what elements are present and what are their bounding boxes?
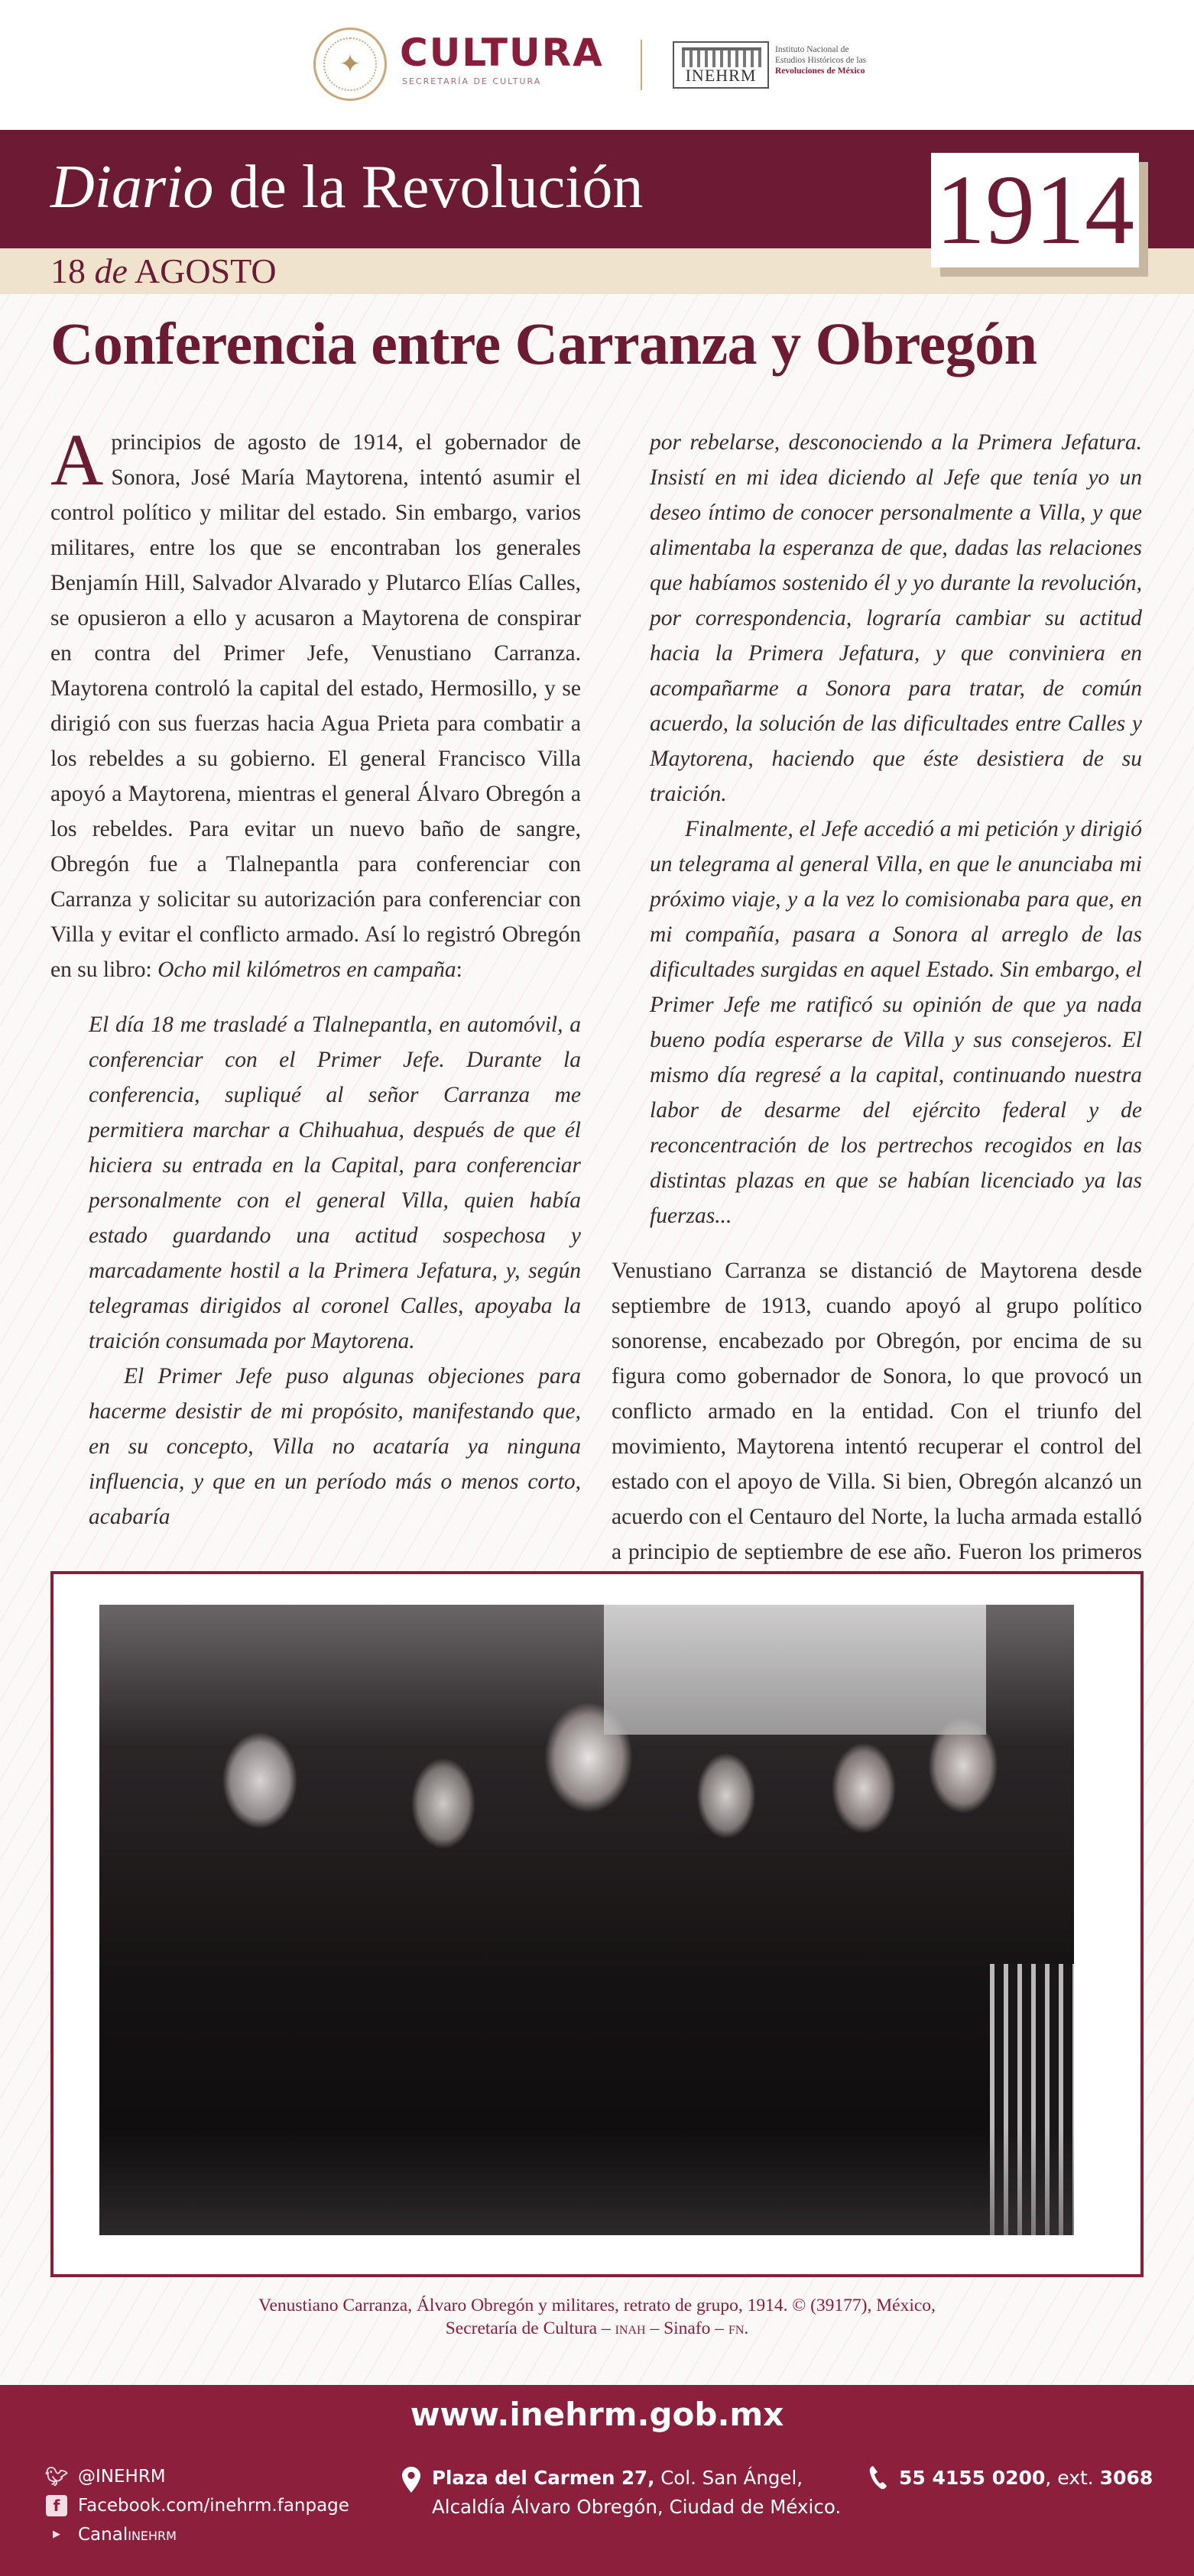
quote-paragraph: por rebelarse, desconociendo a la Primera Jefatura. Insistí en mi idea diciendo al Jefe que tenía yo un deseo íntimo de conocer personalmente a Villa, y que alimentaba la esperanza de que, dadas las relaciones que habíamos sostenido él y yo durante la revolución, por correspondencia, lograría cambiar su actitud hacia la Primera Jefatura, y que conviniera en acompañarme a Sonora para tratar, de común acuerdo, la solución de las dificultades entre Calles y Maytorena, haciendo que éste desistiera de su traición. [650, 430, 1142, 806]
inehrm-name-line: Revoluciones de México [775, 66, 865, 76]
inehrm-name-line: Instituto Nacional de [775, 45, 849, 54]
quote-paragraph: El Primer Jefe puso algunas objeciones para hacerme desistir de mi propósito, manifestando que, en su concepto, Villa no acataría ya ninguna influencia, y que en un período más o menos corto, acabaría [89, 1364, 581, 1529]
youtube-icon: ▶ [53, 2529, 60, 2540]
drop-cap: A [50, 419, 104, 501]
caption-text: Secretaría de Cultura – [445, 2318, 615, 2338]
photo-background-window [604, 1605, 986, 1735]
column-right [612, 425, 1142, 1605]
phone-main: 55 4155 0200 [899, 2467, 1046, 2489]
inehrm-logo-label: INEHRM [685, 66, 757, 85]
inehrm-name-line: Estudios Históricos de las [775, 56, 867, 65]
mexico-seal-icon: ✦ [313, 28, 387, 101]
facebook-link[interactable] [46, 2491, 349, 2520]
twitter-handle: @INEHRM [78, 2467, 166, 2487]
series-title-italic: Diario [50, 154, 214, 221]
caption-line: Venustiano Carranza, Álvaro Obregón y militares, retrato de grupo, 1914. © (39177), México, [258, 2296, 936, 2315]
book-title: Ocho mil kilómetros en campaña [157, 957, 456, 982]
social-links [46, 2462, 349, 2549]
caption-text: – Sinafo – [645, 2318, 728, 2338]
logo-divider [641, 40, 642, 90]
series-title-rest: de la Revolución [213, 154, 644, 221]
quote-paragraph: Finalmente, el Jefe accedió a mi petición y dirigió un telegrama al general Villa, en que le anunciaba mi próximo viaje, y a la vez lo comisionaba para que, en mi compañía, pasara a Sonora al arreglo de las dificultades surgidas en aquel Estado. Sin embargo, el Primer Jefe me ratificó su opinión de que ya nada bueno podía esperarse de Villa y sus consejeros. El mismo día regresé a la capital, continuando nuestra labor de desarme del ejército federal y de reconcentración de los pertrechos recogidos en las distintas plazas en que se habían licenciado ya las fuerzas... [650, 817, 1142, 1228]
date-day: 18 [50, 251, 95, 290]
address [432, 2464, 841, 2522]
intro-text: principios de agosto de 1914, el gobernador de Sonora, José María Maytorena, intentó asumir el control político y militar del estado. Sin embargo, varios militares, entre los que se encontraban los generales Benjamín Hill, Salvador Alvarado y Plutarco Elías Calles, se opusieron a ello y acusaron a Maytorena de conspirar en contra del Primer Jefe, Venustiano Carranza. Maytorena controló la capital del estado, Hermosillo, y se dirigió con sus fuerzas hacia Agua Prieta para combatir a los rebeldes a su gobierno. El general Francisco Villa apoyó a Maytorena, mientras el general Álvaro Obregón a los rebeldes. Para evitar un nuevo baño de sangre, Obregón fue a Tlalnepantla para conferenciar con Carranza y solicitar su autorización para conferenciar con Villa y evitar el conflicto armado. Así lo registró Obregón en su libro: [50, 430, 581, 982]
column-left [50, 419, 581, 1534]
phone-ext-label: , ext. [1045, 2467, 1100, 2489]
photo-floor [99, 2128, 1074, 2235]
building-icon [682, 47, 761, 67]
address-street: Plaza del Carmen 27, [432, 2467, 655, 2489]
photo-frame [50, 1571, 1144, 2277]
intro-end: : [456, 957, 462, 982]
address-colonia: Col. San Ángel, [654, 2467, 803, 2489]
article-date [50, 251, 277, 291]
inehrm-logo [673, 41, 769, 89]
youtube-channel: inehrm [128, 2525, 177, 2545]
address-line [432, 2464, 841, 2493]
date-month: AGOSTO [127, 251, 277, 290]
caption-inah: inah [615, 2318, 646, 2338]
year-box: 1914 [931, 153, 1139, 267]
facebook-url: Facebook.com/inehrm.fanpage [78, 2496, 349, 2516]
caption-text: . [744, 2318, 749, 2338]
cultura-logo-title: CULTURA [400, 31, 604, 75]
youtube-link[interactable] [46, 2520, 349, 2549]
inehrm-full-name [775, 44, 890, 76]
address-line: Alcaldía Álvaro Obregón, Ciudad de México. [432, 2496, 842, 2518]
closing-paragraph: Venustiano Carranza se distanció de Maytorena desde septiembre de 1913, cuando apoyó al grupo político sonorense, encabezado por Obregón, por encima de su figura como gobernador de Sonora, lo que provocó un conflicto armado en la entidad. Con el triunfo del movimiento, Maytorena intentó recuperar el control del estado con el apoyo de Villa. Si bien, Obregón alcanzó un acuerdo con el Centauro del Norte, la lucha armada estalló a principio de septiembre de ese año. Fueron los primeros [612, 1259, 1142, 1564]
website-link[interactable]: www.inehrm.gob.mx [410, 2396, 784, 2433]
intro-paragraph [50, 419, 581, 987]
phone-number[interactable] [899, 2464, 1153, 2493]
facebook-icon: f [46, 2495, 67, 2516]
date-de: de [94, 251, 128, 290]
group-portrait-photo [99, 1605, 1074, 2235]
cultura-logo-subtitle: SECRETARÍA DE CULTURA [402, 76, 542, 86]
location-pin-icon [402, 2467, 420, 2493]
youtube-prefix: Canal [78, 2525, 128, 2545]
caption-line [153, 2317, 1041, 2340]
caption-fn: fn [728, 2318, 745, 2338]
phone-icon [868, 2465, 888, 2490]
phone-ext: 3068 [1099, 2467, 1153, 2489]
twitter-icon: 🐦︎ [44, 2466, 69, 2487]
twitter-link[interactable] [46, 2462, 349, 2491]
article-title: Conferencia entre Carranza y Obregón [50, 310, 1037, 377]
series-title [50, 154, 644, 221]
photo-caption [153, 2294, 1041, 2340]
quote-paragraph: El día 18 me trasladé a Tlalnepantla, en automóvil, a conferenciar con el Primer Jefe. Durante la conferencia, supliqué al señor Carranza me permitiera marchar a Chihuahua, después de que él hiciera su entrada en la Capital, para conferenciar personalmente con el general Villa, quien había estado guardando una actitud sospechosa y marcadamente hostil a la Primera Jefatura, y, según telegramas dirigidos al coronel Calles, apoyaba la traición consumada por Maytorena. [89, 1013, 581, 1353]
